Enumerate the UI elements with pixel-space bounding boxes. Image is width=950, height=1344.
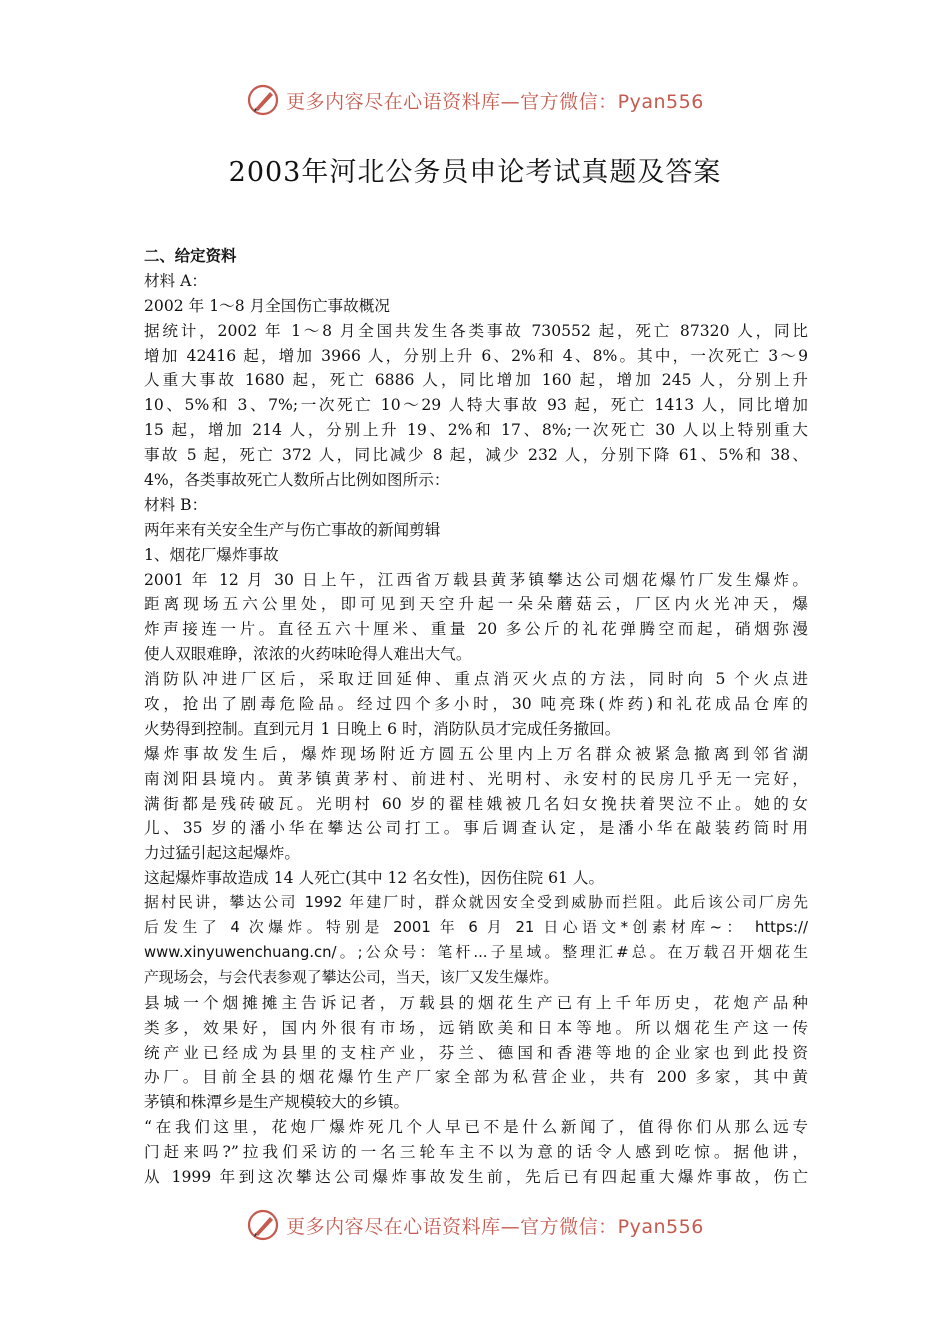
text-line: 10、5%和 3、7%;一次死亡 10～29 人特大事故 93 起，死亡 1413 人，同比增加 (144, 396, 808, 415)
footer-watermark-banner (0, 1205, 950, 1245)
text-line: 办厂。目前全县的烟花爆竹生产厂家全部为私营企业，共有 200 多家，其中黄 (144, 1068, 808, 1087)
header-watermark-banner (0, 80, 950, 120)
text-line: 距离现场五六公里处，即可见到天空升起一朵朵蘑菇云，厂区内火光冲天，爆 (144, 595, 808, 614)
text-line: 从 1999 年到这次攀达公司爆炸事故发生前，先后已有四起重大爆炸事故，伤亡 (144, 1167, 808, 1186)
text-line: 满街都是残砖破瓦。光明村 60 岁的翟桂娥被几名妇女挽扶着哭泣不止。她的女 (144, 794, 808, 813)
text-line: 南浏阳县境内。黄茅镇黄茅村、前进村、光明村、永安村的民房几乎无一完好， (144, 769, 808, 788)
text-line: 攻，抢出了剧毒危险品。经过四个多小时，30 吨亮珠(炸药)和礼花成品仓库的 (144, 695, 808, 714)
text-line: 这起爆炸事故造成 14 人死亡(其中 12 名女性)，因伤住院 61 人。 (144, 869, 605, 888)
text-line: 增加 42416 起，增加 3966 人，分别上升 6、2%和 4、8%。其中，一次死亡 3～9 (144, 346, 808, 365)
text-line: 炸声接连一片。直径五六十厘米、重量 20 多公斤的礼花弹腾空而起，硝烟弥漫 (144, 620, 808, 639)
text-line: 15 起，增加 214 人，分别上升 19、2%和 17、8%;一次死亡 30 人以上特别重大 (144, 421, 808, 440)
text-line: 人重大事故 1680 起，死亡 6886 人，同比增加 160 起，增加 245 人，分别上升 (144, 371, 808, 390)
watermark-text: 更多内容尽在心语资料库—官方微信：Pyan556 (286, 90, 704, 113)
watermark-text: 更多内容尽在心语资料库—官方微信：Pyan556 (286, 1215, 704, 1238)
document-title: 2003年河北公务员申论考试真题及答案 (228, 157, 722, 188)
text-line: 2002 年 1～8 月全国伤亡事故概况 (144, 296, 390, 315)
document-body (144, 244, 808, 1190)
text-line: 门赶来吗?”拉我们采访的一名三轮车主不以为意的话令人感到吃惊。据他讲， (144, 1143, 808, 1162)
text-line: 后发生了 4 次爆炸。特别是 2001 年 6 月 21 日心语文*创素材库~： https:// (144, 919, 808, 937)
text-line: 消防队冲进厂区后，采取迂回延伸、重点消灭火点的方法，同时向 5 个火点进 (144, 670, 808, 689)
text-line: 统产业已经成为县里的支柱产业，芬兰、德国和香港等地的企业家也到此投资 (144, 1043, 808, 1062)
text-line: 据村民讲，攀达公司 1992 年建厂时，群众就因安全受到威胁而拦阻。此后该公司厂房先 (144, 894, 808, 912)
text-line: 爆炸事故发生后，爆炸现场附近方圆五公里内上万名群众被紧急撤离到邻省湖 (144, 744, 808, 763)
text-line: 儿、35 岁的潘小华在攀达公司打工。事后调查认定，是潘小华在敲装药筒时用 (144, 819, 808, 838)
text-line: “在我们这里，花炮厂爆炸死几个人早已不是什么新闻了，值得你们从那么远专 (144, 1118, 808, 1137)
text-line: 1、烟花厂爆炸事故 (144, 545, 279, 564)
text-line: 使人双眼难睁，浓浓的火药味呛得人难出大气。 (144, 645, 472, 664)
text-line: 事故 5 起，死亡 372 人，同比减少 8 起，减少 232 人，分别下降 61、5%和 38、 (144, 446, 808, 465)
text-line: 茅镇和株潭乡是生产规模较大的乡镇。 (144, 1093, 410, 1112)
text-line: 2001 年 12 月 30 日上午，江西省万载县黄茅镇攀达公司烟花爆竹厂发生爆炸。 (144, 570, 808, 589)
text-line: 4%，各类事故死亡人数所占比例如图所示： (144, 471, 450, 490)
text-line: 类多，效果好，国内外很有市场，远销欧美和日本等地。所以烟花生产这一传 (144, 1018, 808, 1037)
text-line: 两年来有关安全生产与伤亡事故的新闻剪辑 (144, 520, 441, 539)
pen-logo-icon (246, 83, 280, 117)
text-line: 县城一个烟摊摊主告诉记者，万载县的烟花生产已有上千年历史，花炮产品种 (144, 993, 808, 1012)
section-heading: 二、给定资料 (144, 247, 237, 265)
text-line: www.xinyuwenchuang.cn/。;公众号：笔杆...子星域。整理汇#总。在万载召开烟花生 (144, 943, 808, 961)
pen-logo-icon (246, 1208, 280, 1242)
text-line: 火势得到控制。直到元月 1 日晚上 6 时，消防队员才完成任务撤回。 (144, 719, 621, 738)
text-line: 据统计，2002 年 1～8 月全国共发生各类事故 730552 起，死亡 87320 人，同比 (144, 321, 808, 340)
text-line: 材料 A： (144, 271, 207, 290)
text-line: 产现场会，与会代表参观了攀达公司，当天，该厂又发生爆炸。 (144, 968, 559, 986)
text-line: 材料 B： (144, 495, 208, 514)
text-line: 力过猛引起这起爆炸。 (144, 844, 300, 863)
